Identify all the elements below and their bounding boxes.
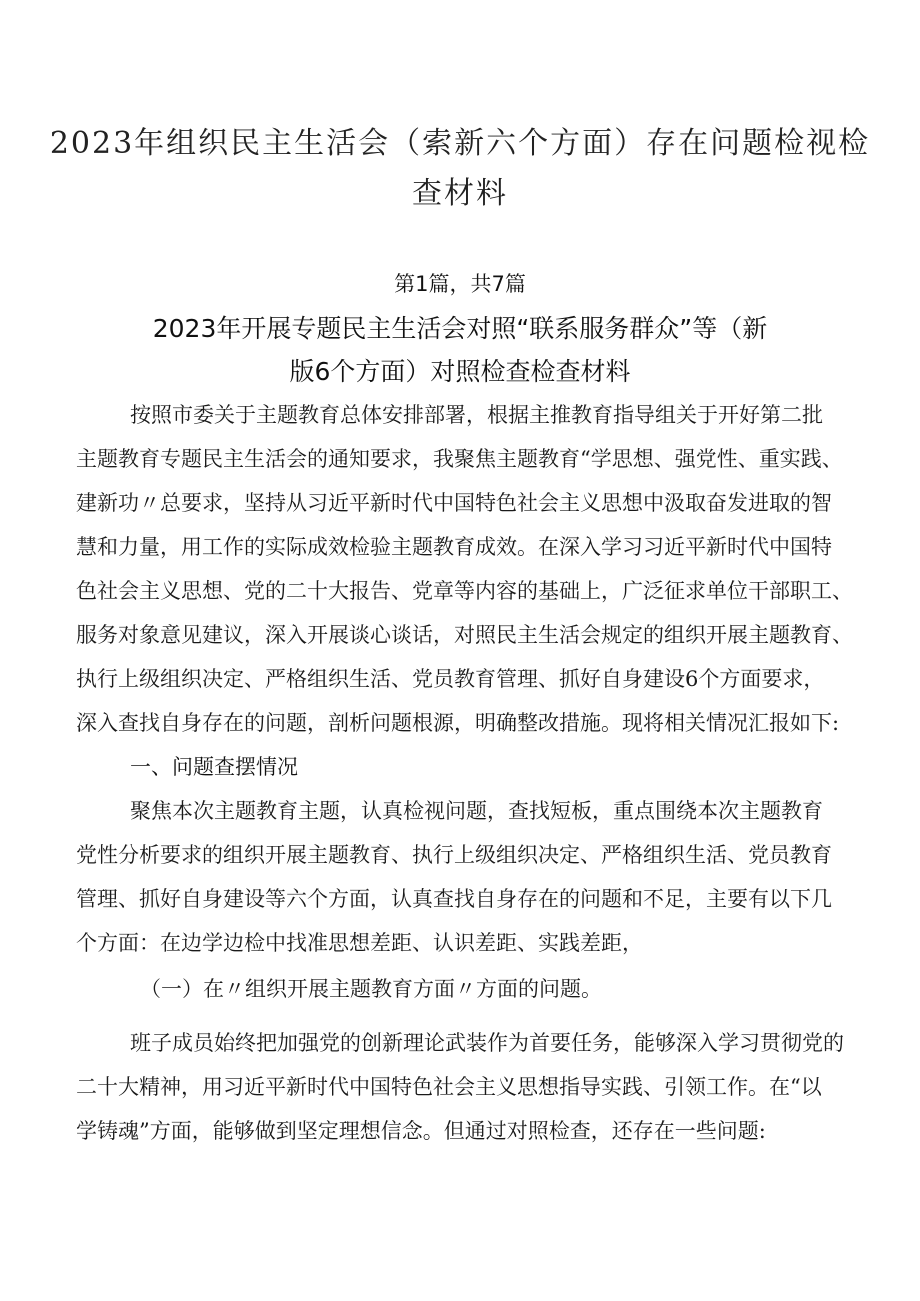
paragraph1-line-3: 建新功〃总要求，坚持从习近平新时代中国特色社会主义思想中汲取奋发进取的智 xyxy=(76,491,832,515)
paragraph1-line-8: 深入查找自身存在的问题，剖析问题根源，明确整改措施。现将相关情况汇报如下: xyxy=(76,711,840,735)
paragraph1-line-1: 按照市委关于主题教育总体安排部署，根据主推教育指导组关于开好第二批 xyxy=(130,403,823,427)
subsection-heading: （一）在〃组织开展主题教育方面〃方面的问题。 xyxy=(140,977,602,1001)
paragraph2-line-4: 个方面：在边学边检中找准思想差距、认识差距、实践差距， xyxy=(76,931,643,955)
article-title-line-1: 2023年开展专题民主生活会对照“联系服务群众”等（新 xyxy=(152,314,768,343)
article-title-line-2: 版6个方面）对照检查检查材料 xyxy=(289,357,631,386)
paragraph3-line-3: 学铸魂”方面，能够做到坚定理想信念。但通过对照检查，还存在一些问题: xyxy=(76,1119,766,1143)
paragraph1-line-6: 服务对象意见建议，深入开展谈心谈话，对照民主生活会规定的组织开展主题教育、 xyxy=(76,623,853,647)
paragraph3-line-2: 二十大精神，用习近平新时代中国特色社会主义思想指导实践、引领工作。在“以 xyxy=(76,1075,822,1099)
document-title-line-2: 查材料 xyxy=(412,176,508,211)
section-heading: 一、问题查摆情况 xyxy=(130,755,298,779)
paragraph1-line-5: 色社会主义思想、党的二十大报告、党章等内容的基础上，广泛征求单位干部职工、 xyxy=(76,579,853,603)
part-label: 第1篇，共7篇 xyxy=(394,272,526,296)
paragraph2-line-2: 党性分析要求的组织开展主题教育、执行上级组织决定、严格组织生活、党员教育 xyxy=(76,843,832,867)
paragraph3-line-1: 班子成员始终把加强党的创新理论武装作为首要任务，能够深入学习贯彻党的 xyxy=(130,1031,844,1055)
paragraph2-line-1: 聚焦本次主题教育主题，认真检视问题，查找短板，重点围绕本次主题教育 xyxy=(130,799,823,823)
paragraph1-line-2: 主题教育专题民主生活会的通知要求，我聚焦主题教育“学思想、强党性、重实践、 xyxy=(76,447,843,471)
paragraph1-line-7: 执行上级组织决定、严格组织生活、党员教育管理、抓好自身建设6个方面要求， xyxy=(76,667,825,691)
paragraph1-line-4: 慧和力量，用工作的实际成效检验主题教育成效。在深入学习习近平新时代中国特 xyxy=(76,535,832,559)
document-title-line-1: 2023年组织民主生活会（索新六个方面）存在问题检视检 xyxy=(49,126,871,161)
paragraph2-line-3: 管理、抓好自身建设等六个方面，认真查找自身存在的问题和不足，主要有以下几 xyxy=(76,887,832,911)
